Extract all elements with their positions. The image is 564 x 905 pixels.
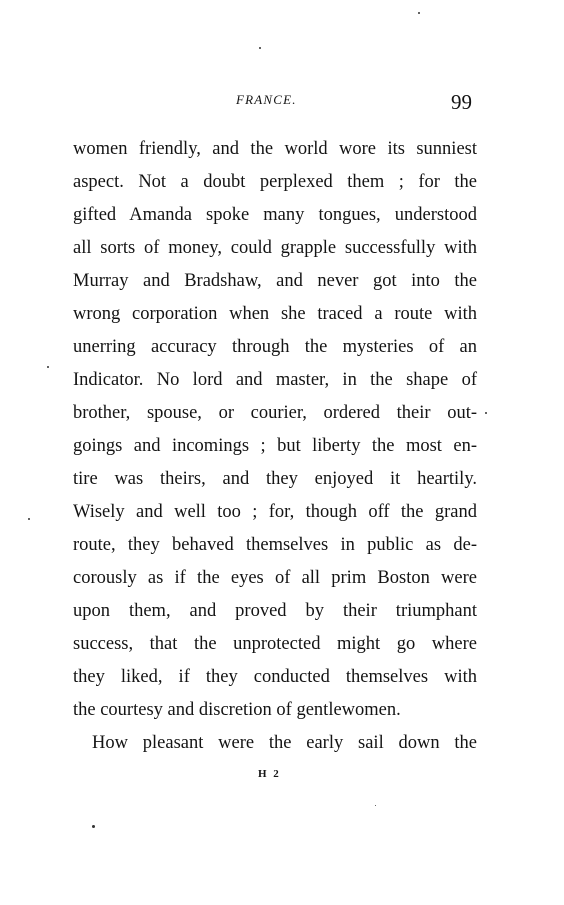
body-text <box>73 133 477 760</box>
text-line: goings and incomings ; but liberty the most en- <box>73 436 477 456</box>
scan-speck <box>47 366 49 368</box>
text-line: they liked, if they conducted themselves with <box>73 667 477 687</box>
scan-speck <box>375 805 376 806</box>
page-number: 99 <box>451 90 472 114</box>
text-line: women friendly, and the world wore its sunniest <box>73 139 477 159</box>
scan-speck <box>418 12 420 14</box>
text-line: aspect. Not a doubt perplexed them ; for the <box>73 172 477 192</box>
running-head <box>0 90 564 114</box>
text-line: corously as if the eyes of all prim Boston were <box>73 568 477 588</box>
text-line: tire was theirs, and they enjoyed it heartily. <box>73 469 477 489</box>
text-line: unerring accuracy through the mysteries of an <box>73 337 477 357</box>
text-line: route, they behaved themselves in public as de- <box>73 535 477 555</box>
signature-mark: H 2 <box>258 768 281 780</box>
scan-speck <box>92 825 95 828</box>
text-line: wrong corporation when she traced a route with <box>73 304 477 324</box>
text-line: all sorts of money, could grapple successfully with <box>73 238 477 258</box>
scan-speck <box>259 47 261 49</box>
paragraph-start-line: How pleasant were the early sail down the <box>92 733 477 753</box>
text-line: success, that the unprotected might go where <box>73 634 477 654</box>
text-line: gifted Amanda spoke many tongues, understood <box>73 205 477 225</box>
paragraph-end-line: the courtesy and discretion of gentlewomen. <box>73 700 401 720</box>
text-line: upon them, and proved by their triumphant <box>73 601 477 621</box>
scan-speck <box>485 412 487 414</box>
text-line: Wisely and well too ; for, though off the grand <box>73 502 477 522</box>
text-line: brother, spouse, or courier, ordered their out- <box>73 403 477 423</box>
running-title: FRANCE. <box>236 92 297 107</box>
scan-speck <box>28 518 30 520</box>
text-line: Murray and Bradshaw, and never got into the <box>73 271 477 291</box>
text-line: Indicator. No lord and master, in the shape of <box>73 370 477 390</box>
